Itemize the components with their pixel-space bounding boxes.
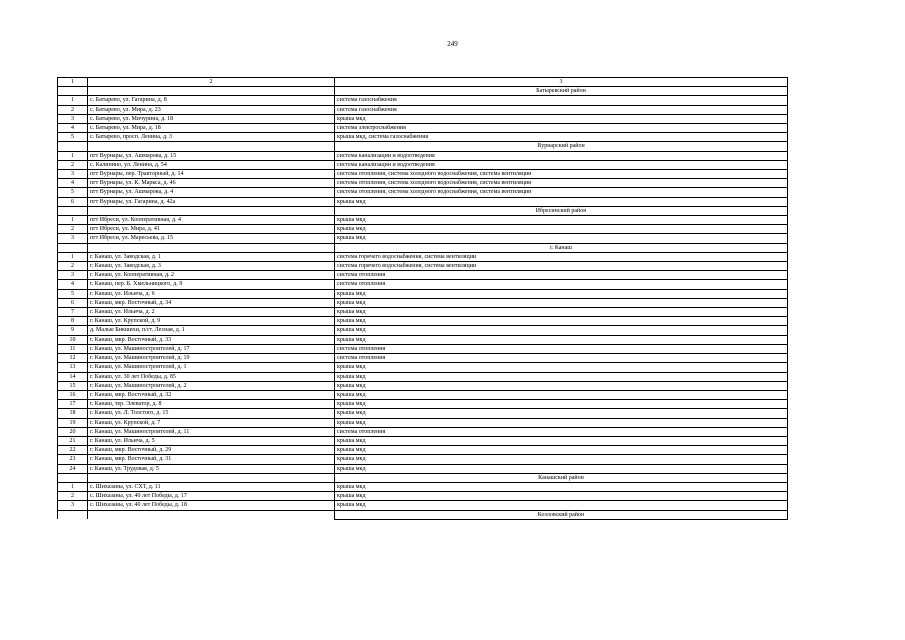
table-row [58, 289, 788, 298]
row-number: 3 [58, 501, 88, 510]
row-number: 5 [58, 188, 88, 197]
work-type-cell: крыша мкд [335, 298, 788, 307]
column-header: 2 [88, 78, 335, 87]
work-type-cell: крыша мкд [335, 197, 788, 206]
row-number: 20 [58, 427, 88, 436]
work-type-cell: система отопления [335, 280, 788, 289]
empty-cell [58, 473, 88, 482]
row-number: 1 [58, 252, 88, 261]
work-type-cell: система газоснабжения [335, 96, 788, 105]
address-cell: г. Канаш, ул. Ильича, д. 6 [88, 289, 335, 298]
table-row [58, 482, 788, 491]
address-cell: с. Батырево, ул. Мира, д. 23 [88, 105, 335, 114]
work-type-cell: система горячего водоснабжения, система вентиляции [335, 262, 788, 271]
work-type-cell: система отопления, система холодного водоснабжения, система вентиляции [335, 188, 788, 197]
row-number: 3 [58, 170, 88, 179]
row-number: 4 [58, 124, 88, 133]
column-number-row [58, 78, 788, 87]
work-type-cell: крыша мкд [335, 363, 788, 372]
empty-cell [58, 510, 88, 519]
empty-cell [88, 243, 335, 252]
district-header-row [58, 142, 788, 151]
work-type-cell: крыша мкд [335, 225, 788, 234]
empty-cell [88, 206, 335, 215]
repair-register-table [57, 77, 788, 520]
row-number: 4 [58, 280, 88, 289]
empty-cell [88, 142, 335, 151]
address-cell: с. Батырево, просп. Ленина, д. 3 [88, 133, 335, 142]
work-type-cell: система канализации и водоотведения [335, 151, 788, 160]
work-type-cell: крыша мкд [335, 492, 788, 501]
address-cell: с. Шихазаны, ул. СХТ, д. 11 [88, 482, 335, 491]
district-name: Батыревский район [335, 87, 788, 96]
table-row [58, 170, 788, 179]
address-cell: г. Канаш, ул. Крупской, д. 7 [88, 418, 335, 427]
work-type-cell: крыша мкд [335, 317, 788, 326]
table-row [58, 96, 788, 105]
row-number: 2 [58, 492, 88, 501]
work-type-cell: система горячего водоснабжения, система вентиляции [335, 252, 788, 261]
address-cell: г. Канаш, ул. Кооперативная, д. 2 [88, 271, 335, 280]
work-type-cell: система отопления [335, 271, 788, 280]
column-header: 1 [58, 78, 88, 87]
table-row [58, 446, 788, 455]
row-number: 15 [58, 381, 88, 390]
empty-cell [58, 87, 88, 96]
address-cell: г. Канаш, ул. Заводская, д. 3 [88, 262, 335, 271]
table-row [58, 492, 788, 501]
empty-cell [88, 510, 335, 519]
address-cell: г. Канаш, мкр. Восточный, д. 32 [88, 390, 335, 399]
row-number: 5 [58, 133, 88, 142]
row-number: 3 [58, 271, 88, 280]
table-row [58, 381, 788, 390]
row-number: 16 [58, 390, 88, 399]
row-number: 4 [58, 179, 88, 188]
table-row [58, 308, 788, 317]
work-type-cell: крыша мкд [335, 455, 788, 464]
row-number: 3 [58, 234, 88, 243]
work-type-cell: система отопления, система холодного водоснабжения, система вентиляции [335, 170, 788, 179]
district-name: Козловский район [335, 510, 788, 519]
address-cell: г. Канаш, ул. 30 лет Победы, д. 85 [88, 372, 335, 381]
address-cell: пгт Ибреси, ул. Мира, д. 41 [88, 225, 335, 234]
work-type-cell: крыша мкд [335, 216, 788, 225]
address-cell: с. Шихазаны, ул. 40 лет Победы, д. 17 [88, 492, 335, 501]
table-row [58, 105, 788, 114]
work-type-cell: крыша мкд [335, 234, 788, 243]
address-cell: г. Канаш, мкр. Восточный, д. 33 [88, 335, 335, 344]
work-type-cell: крыша мкд [335, 114, 788, 123]
table-row [58, 363, 788, 372]
row-number: 1 [58, 151, 88, 160]
address-cell: пгт Вурнары, ул. Ашмарова, д. 4 [88, 188, 335, 197]
row-number: 18 [58, 409, 88, 418]
work-type-cell: крыша мкд [335, 381, 788, 390]
row-number: 1 [58, 96, 88, 105]
row-number: 23 [58, 455, 88, 464]
address-cell: г. Канаш, ул. Машиностроителей, д. 11 [88, 427, 335, 436]
table-row [58, 216, 788, 225]
work-type-cell: крыша мкд [335, 400, 788, 409]
work-type-cell: система отопления [335, 427, 788, 436]
work-type-cell: система отопления [335, 344, 788, 353]
work-type-cell: крыша мкд [335, 326, 788, 335]
table-row [58, 427, 788, 436]
address-cell: с. Шихазаны, ул. 40 лет Победы, д. 18 [88, 501, 335, 510]
table-row [58, 160, 788, 169]
district-header-row [58, 243, 788, 252]
row-number: 6 [58, 298, 88, 307]
work-type-cell: крыша мкд [335, 446, 788, 455]
table-row [58, 501, 788, 510]
work-type-cell: крыша мкд [335, 308, 788, 317]
table-row [58, 464, 788, 473]
work-type-cell: крыша мкд [335, 418, 788, 427]
row-number: 9 [58, 326, 88, 335]
table-row [58, 234, 788, 243]
empty-cell [58, 142, 88, 151]
row-number: 19 [58, 418, 88, 427]
address-cell: г. Канаш, ул. Крупской, д. 9 [88, 317, 335, 326]
table-row [58, 280, 788, 289]
row-number: 12 [58, 354, 88, 363]
district-header-row [58, 473, 788, 482]
row-number: 3 [58, 114, 88, 123]
row-number: 24 [58, 464, 88, 473]
column-header: 3 [335, 78, 788, 87]
address-cell: д. Малые Бикшихи, п/ст. Лесная, д. 1 [88, 326, 335, 335]
address-cell: г. Канаш, ул. Ильича, д. 5 [88, 436, 335, 445]
work-type-cell: крыша мкд [335, 390, 788, 399]
address-cell: пгт Вурнары, ул. К. Маркса, д. 46 [88, 179, 335, 188]
work-type-cell: крыша мкд [335, 372, 788, 381]
table-row [58, 179, 788, 188]
row-number: 21 [58, 436, 88, 445]
row-number: 7 [58, 308, 88, 317]
work-type-cell: крыша мкд [335, 436, 788, 445]
address-cell: г. Канаш, ул. Машиностроителей, д. 17 [88, 344, 335, 353]
row-number: 11 [58, 344, 88, 353]
address-cell: г. Канаш, ул. Трудовая, д. 5 [88, 464, 335, 473]
row-number: 2 [58, 160, 88, 169]
table-row [58, 133, 788, 142]
address-cell: г. Канаш, ул. Машиностроителей, д. 1 [88, 363, 335, 372]
address-cell: г. Канаш, ул. Машиностроителей, д. 2 [88, 381, 335, 390]
address-cell: пгт Вурнары, ул. Ашмарова, д. 15 [88, 151, 335, 160]
page-number: 249 [447, 40, 458, 48]
empty-cell [58, 206, 88, 215]
table-row [58, 225, 788, 234]
work-type-cell: система отопления [335, 354, 788, 363]
row-number: 17 [58, 400, 88, 409]
table-row [58, 151, 788, 160]
work-type-cell: система электроснабжения [335, 124, 788, 133]
row-number: 2 [58, 105, 88, 114]
table-row [58, 354, 788, 363]
empty-cell [58, 243, 88, 252]
register-body [58, 87, 788, 520]
empty-cell [88, 87, 335, 96]
district-header-row [58, 206, 788, 215]
work-type-cell: крыша мкд [335, 464, 788, 473]
table-row [58, 114, 788, 123]
address-cell: г. Канаш, мкр. Восточный, д. 29 [88, 446, 335, 455]
row-number: 2 [58, 225, 88, 234]
district-name: г. Канаш [335, 243, 788, 252]
address-cell: г. Канаш, ул. Машиностроителей, д. 19 [88, 354, 335, 363]
table-row [58, 252, 788, 261]
address-cell: с. Батырево, ул. Мичурина, д. 18 [88, 114, 335, 123]
table-row [58, 409, 788, 418]
district-header-row [58, 510, 788, 519]
district-header-row [58, 87, 788, 96]
table-row [58, 326, 788, 335]
row-number: 5 [58, 289, 88, 298]
address-cell: г. Канаш, ул. Л. Толстого, д. 15 [88, 409, 335, 418]
row-number: 1 [58, 482, 88, 491]
work-type-cell: крыша мкд [335, 501, 788, 510]
district-name: Вурнарский район [335, 142, 788, 151]
address-cell: с. Батырево, ул. Мира, д. 18 [88, 124, 335, 133]
table-row [58, 390, 788, 399]
empty-cell [88, 473, 335, 482]
row-number: 13 [58, 363, 88, 372]
table-row [58, 372, 788, 381]
row-number: 6 [58, 197, 88, 206]
table-row [58, 298, 788, 307]
district-name: Канашский район [335, 473, 788, 482]
address-cell: пгт Вурнары, пер. Тракторный, д. 14 [88, 170, 335, 179]
work-type-cell: крыша мкд [335, 482, 788, 491]
address-cell: г. Канаш, пер. Б. Хмельницкого, д. 9 [88, 280, 335, 289]
work-type-cell: крыша мкд [335, 409, 788, 418]
table-row [58, 197, 788, 206]
work-type-cell: крыша мкд, система газоснабжения [335, 133, 788, 142]
table-row [58, 418, 788, 427]
row-number: 1 [58, 216, 88, 225]
address-cell: г. Канаш, мкр. Восточный, д. 31 [88, 455, 335, 464]
address-cell: с. Калинино, ул. Ленина, д. 54 [88, 160, 335, 169]
address-cell: пгт Ибреси, ул. Кооперативная, д. 4 [88, 216, 335, 225]
table-row [58, 335, 788, 344]
table-row [58, 455, 788, 464]
address-cell: с. Батырево, ул. Гагарина, д. 8 [88, 96, 335, 105]
work-type-cell: крыша мкд [335, 335, 788, 344]
address-cell: г. Канаш, тер. Элеватор, д. 8 [88, 400, 335, 409]
table-row [58, 271, 788, 280]
table-row [58, 436, 788, 445]
table-row [58, 400, 788, 409]
table-row [58, 262, 788, 271]
row-number: 14 [58, 372, 88, 381]
work-type-cell: система канализации и водоотведения [335, 160, 788, 169]
row-number: 2 [58, 262, 88, 271]
table-row [58, 188, 788, 197]
address-cell: пгт Ибреси, ул. Маресьева, д. 15 [88, 234, 335, 243]
address-cell: г. Канаш, мкр. Восточный, д. 34 [88, 298, 335, 307]
table-row [58, 344, 788, 353]
row-number: 8 [58, 317, 88, 326]
table-row [58, 124, 788, 133]
district-name: Ибресинский район [335, 206, 788, 215]
work-type-cell: система отопления, система холодного водоснабжения, система вентиляции [335, 179, 788, 188]
address-cell: г. Канаш, ул. Заводская, д. 1 [88, 252, 335, 261]
address-cell: г. Канаш, ул. Ильича, д. 2 [88, 308, 335, 317]
table-row [58, 317, 788, 326]
row-number: 10 [58, 335, 88, 344]
row-number: 22 [58, 446, 88, 455]
work-type-cell: система газоснабжения [335, 105, 788, 114]
address-cell: пгт Вурнары, ул. Гагарина, д. 42а [88, 197, 335, 206]
work-type-cell: крыша мкд [335, 289, 788, 298]
